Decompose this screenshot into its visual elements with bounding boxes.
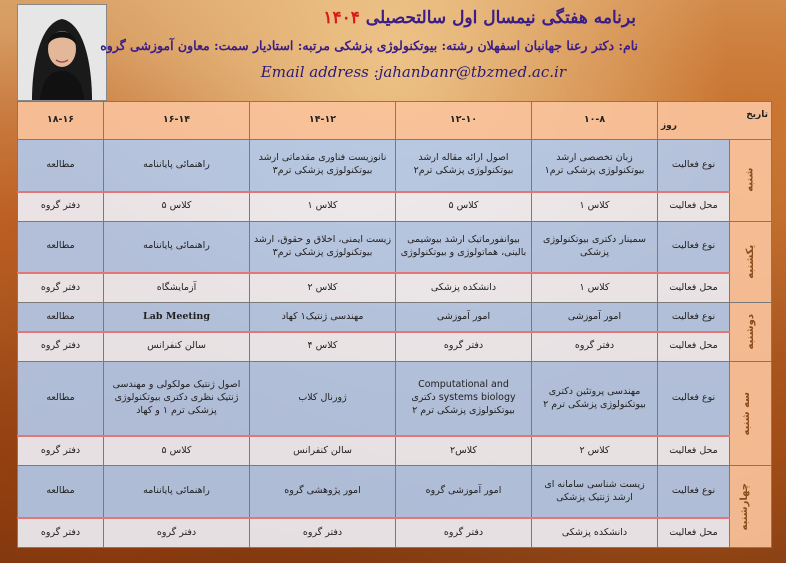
- activity-type-row: [18, 466, 772, 518]
- location-label: محل فعالیت: [658, 332, 730, 362]
- faculty-info: نام: دکتر رعنا جهانبان اسفهلان رشته: بیوتکنولوژی پزشکی مرتبه: استادیار سمت: معاون آموزشی گروه: [100, 38, 638, 53]
- location-cell: دفتر گروه: [396, 332, 532, 362]
- time-slot-header: ۱۴-۱۲: [250, 102, 396, 140]
- page-header: [0, 0, 786, 100]
- activity-cell: مطالعه: [18, 221, 104, 273]
- time-slot-header: ۱۶-۱۴: [104, 102, 250, 140]
- title-text: برنامه هفتگی نیمسال اول سالتحصیلی: [365, 8, 636, 28]
- location-cell: کلاس ۵: [396, 192, 532, 222]
- activity-type-row: [18, 221, 772, 273]
- day-label: یکشنبه: [744, 244, 756, 279]
- activity-cell: اصول ارائه مقاله ارشد بیوتکنولوژی پزشکی ترم۲: [396, 140, 532, 192]
- profile-photo: [17, 4, 107, 101]
- activity-type-row: [18, 140, 772, 192]
- activity-cell: راهنمائی پایاننامه: [104, 221, 250, 273]
- time-header-row: [18, 102, 772, 140]
- day-cell: [730, 361, 772, 466]
- time-slot-header: ۱۲-۱۰: [396, 102, 532, 140]
- corner-day: روز: [661, 120, 677, 131]
- activity-cell: امور پژوهشی گروه: [250, 466, 396, 518]
- location-label: محل فعالیت: [658, 192, 730, 222]
- day-label: چهارشنبه: [738, 482, 750, 531]
- location-cell: دفتر گروه: [18, 436, 104, 466]
- activity-cell: راهنمائی پایاننامه: [104, 466, 250, 518]
- type-label: نوع فعالیت: [658, 221, 730, 273]
- activity-cell: مطالعه: [18, 466, 104, 518]
- activity-cell: امور آموزشی گروه: [396, 466, 532, 518]
- day-label: سه شنبه: [740, 391, 752, 436]
- activity-type-row: [18, 361, 772, 436]
- activity-cell: مطالعه: [18, 140, 104, 192]
- activity-cell: Lab Meeting: [104, 303, 250, 332]
- location-cell: کلاس ۲: [250, 273, 396, 303]
- activity-cell: سمینار دکتری بیوتکنولوژی پزشکی: [532, 221, 658, 273]
- day-cell: [730, 221, 772, 303]
- type-label: نوع فعالیت: [658, 466, 730, 518]
- activity-cell: زیست ایمنی، اخلاق و حقوق، ارشد بیوتکنولوژی پزشکی ترم۳: [250, 221, 396, 273]
- type-label: نوع فعالیت: [658, 361, 730, 436]
- time-slot-header: ۱۸-۱۶: [18, 102, 104, 140]
- activity-cell: مهندسی ژنتیک۱ کهاد: [250, 303, 396, 332]
- location-cell: دفتر گروه: [250, 518, 396, 548]
- title-year: ۱۴۰۴: [323, 8, 360, 28]
- location-cell: کلاس ۲: [532, 436, 658, 466]
- activity-location-row: [18, 332, 772, 362]
- day-label: شنبه: [744, 168, 756, 193]
- day-cell: [730, 466, 772, 548]
- corner-cell: [658, 102, 772, 140]
- location-cell: آزمایشگاه: [104, 273, 250, 303]
- location-cell: کلاس۲: [396, 436, 532, 466]
- location-cell: کلاس ۴: [250, 332, 396, 362]
- activity-location-row: [18, 192, 772, 222]
- day-cell: [730, 303, 772, 362]
- type-label: نوع فعالیت: [658, 303, 730, 332]
- location-cell: دفتر گروه: [104, 518, 250, 548]
- activity-cell: امور آموزشی: [532, 303, 658, 332]
- location-cell: کلاس ۵: [104, 192, 250, 222]
- location-cell: کلاس ۱: [532, 192, 658, 222]
- location-cell: دفتر گروه: [18, 332, 104, 362]
- schedule-title: [323, 8, 636, 28]
- location-cell: دفتر گروه: [532, 332, 658, 362]
- weekly-schedule-table: [17, 101, 772, 548]
- location-label: محل فعالیت: [658, 436, 730, 466]
- location-cell: کلاس ۵: [104, 436, 250, 466]
- activity-cell: نانوزیست فناوری مقدماتی ارشد بیوتکنولوژی پزشکی ترم۳: [250, 140, 396, 192]
- activity-location-row: [18, 273, 772, 303]
- location-label: محل فعالیت: [658, 518, 730, 548]
- activity-cell: امور آموزشی: [396, 303, 532, 332]
- corner-date: تاریخ: [746, 109, 768, 120]
- location-cell: کلاس ۱: [250, 192, 396, 222]
- type-label: نوع فعالیت: [658, 140, 730, 192]
- location-cell: سالن کنفرانس: [250, 436, 396, 466]
- activity-type-row: [18, 303, 772, 332]
- location-cell: دفتر گروه: [396, 518, 532, 548]
- activity-location-row: [18, 436, 772, 466]
- location-cell: دانشکده پزشکی: [532, 518, 658, 548]
- day-cell: [730, 140, 772, 222]
- day-label: دوشنبه: [744, 314, 756, 350]
- time-slot-header: ۱۰-۸: [532, 102, 658, 140]
- activity-location-row: [18, 518, 772, 548]
- location-cell: کلاس ۱: [532, 273, 658, 303]
- location-cell: دفتر گروه: [18, 273, 104, 303]
- email-address[interactable]: Email address :jahanbanr@tbzmed.ac.ir: [260, 63, 566, 81]
- activity-cell: اصول ژنتیک مولکولی و مهندسی ژنتیک نظری دکتری بیوتکنولوژی پزشکی ترم ۱ و کهاد: [104, 361, 250, 436]
- activity-cell: زبان تخصصی ارشد بیوتکنولوژی پزشکی ترم۱: [532, 140, 658, 192]
- activity-cell: Computational and systems biology دکتری بیوتکنولوژی پزشکی ترم ۲: [396, 361, 532, 436]
- activity-cell: ژورنال کلاب: [250, 361, 396, 436]
- location-cell: سالن کنفرانس: [104, 332, 250, 362]
- activity-cell: مطالعه: [18, 361, 104, 436]
- activity-cell: راهنمائی پایاننامه: [104, 140, 250, 192]
- location-cell: دانشکده پزشکی: [396, 273, 532, 303]
- activity-cell: مهندسی پروتئین دکتری بیوتکنولوژی پزشکی ترم ۲: [532, 361, 658, 436]
- profile-photo-image: [18, 5, 106, 100]
- location-cell: دفتر گروه: [18, 192, 104, 222]
- activity-cell: مطالعه: [18, 303, 104, 332]
- activity-cell: بیوانفورماتیک ارشد بیوشیمی بالینی، هماتولوژی و بیوتکنولوژی: [396, 221, 532, 273]
- location-cell: دفتر گروه: [18, 518, 104, 548]
- activity-cell: زیست شناسی سامانه ای ارشد ژنتیک پزشکی: [532, 466, 658, 518]
- location-label: محل فعالیت: [658, 273, 730, 303]
